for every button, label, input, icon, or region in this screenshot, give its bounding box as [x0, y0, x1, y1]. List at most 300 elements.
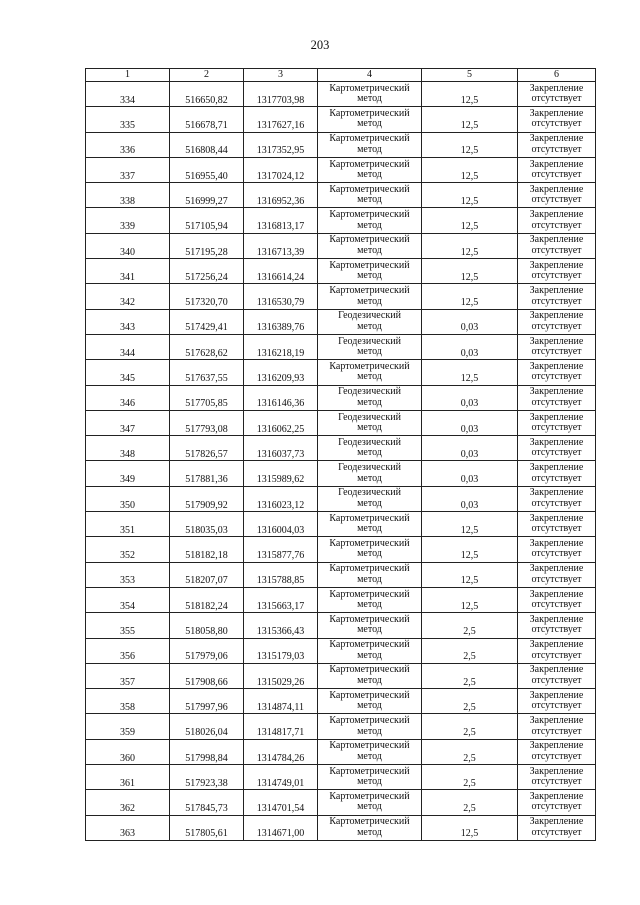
fixation-status: отсутствует	[531, 118, 582, 130]
coordinate-x: 517805,61	[170, 815, 244, 840]
method-name: Геодезический	[338, 386, 401, 398]
method-cell	[318, 613, 422, 638]
method-word: метод	[357, 776, 382, 788]
method-word: метод	[357, 194, 382, 206]
method-name: Картометрический	[329, 639, 410, 651]
method-name: Картометрический	[329, 664, 410, 676]
coordinate-x: 517105,94	[170, 208, 244, 233]
point-number: 353	[86, 562, 170, 587]
fixation-cell	[518, 233, 596, 258]
coordinate-x: 518207,07	[170, 562, 244, 587]
method-cell	[318, 790, 422, 815]
point-number: 340	[86, 233, 170, 258]
coordinate-y: 1314817,71	[244, 714, 318, 739]
point-number: 344	[86, 334, 170, 359]
method-name: Геодезический	[338, 436, 401, 448]
coordinate-x: 517998,84	[170, 739, 244, 764]
accuracy: 12,5	[422, 284, 518, 309]
method-name: Картометрический	[329, 107, 410, 119]
method-cell	[318, 461, 422, 486]
method-cell	[318, 765, 422, 790]
fixation-cell	[518, 309, 596, 334]
coordinate-x: 517637,55	[170, 360, 244, 385]
fixation-cell	[518, 512, 596, 537]
coordinate-x: 516999,27	[170, 183, 244, 208]
coordinate-x: 518058,80	[170, 613, 244, 638]
fixation-status: отсутствует	[531, 573, 582, 585]
fixation-cell	[518, 82, 596, 107]
fixation-label: Закрепление	[529, 234, 584, 246]
method-cell	[318, 208, 422, 233]
fixation-status: отсутствует	[531, 346, 582, 358]
coordinate-y: 1316218,19	[244, 334, 318, 359]
method-name: Картометрический	[329, 537, 410, 549]
fixation-cell	[518, 436, 596, 461]
coordinate-x: 516955,40	[170, 157, 244, 182]
method-word: метод	[357, 700, 382, 712]
method-name: Картометрический	[329, 765, 410, 777]
fixation-cell	[518, 486, 596, 511]
fixation-status: отсутствует	[531, 700, 582, 712]
method-word: метод	[357, 599, 382, 611]
coordinate-y: 1315366,43	[244, 613, 318, 638]
header-row	[86, 69, 596, 82]
point-number: 349	[86, 461, 170, 486]
fixation-label: Закрепление	[529, 386, 584, 398]
table-row	[86, 512, 596, 537]
accuracy: 12,5	[422, 587, 518, 612]
method-word: метод	[357, 118, 382, 130]
fixation-status: отсутствует	[531, 447, 582, 459]
point-number: 342	[86, 284, 170, 309]
coordinate-y: 1315989,62	[244, 461, 318, 486]
coordinate-y: 1314874,11	[244, 689, 318, 714]
coordinate-x: 517429,41	[170, 309, 244, 334]
method-name: Геодезический	[338, 411, 401, 423]
table-row	[86, 765, 596, 790]
method-cell	[318, 284, 422, 309]
method-cell	[318, 107, 422, 132]
method-name: Картометрический	[329, 259, 410, 271]
fixation-cell	[518, 461, 596, 486]
accuracy: 12,5	[422, 360, 518, 385]
point-number: 363	[86, 815, 170, 840]
coordinate-y: 1317024,12	[244, 157, 318, 182]
point-number: 345	[86, 360, 170, 385]
method-name: Картометрический	[329, 158, 410, 170]
method-cell	[318, 385, 422, 410]
method-name: Геодезический	[338, 335, 401, 347]
table-row	[86, 638, 596, 663]
method-cell	[318, 562, 422, 587]
fixation-cell	[518, 613, 596, 638]
method-cell	[318, 512, 422, 537]
point-number: 359	[86, 714, 170, 739]
fixation-label: Закрепление	[529, 487, 584, 499]
accuracy: 0,03	[422, 385, 518, 410]
method-word: метод	[357, 244, 382, 256]
fixation-cell	[518, 410, 596, 435]
accuracy: 0,03	[422, 461, 518, 486]
point-number: 361	[86, 765, 170, 790]
method-name: Картометрический	[329, 285, 410, 297]
fixation-cell	[518, 360, 596, 385]
method-cell	[318, 410, 422, 435]
point-number: 357	[86, 663, 170, 688]
fixation-cell	[518, 208, 596, 233]
table-row	[86, 663, 596, 688]
method-word: метод	[357, 826, 382, 838]
fixation-label: Закрепление	[529, 82, 584, 94]
fixation-status: отсутствует	[531, 801, 582, 813]
table-row	[86, 132, 596, 157]
fixation-label: Закрепление	[529, 689, 584, 701]
fixation-cell	[518, 739, 596, 764]
method-name: Картометрический	[329, 715, 410, 727]
coordinate-y: 1316037,73	[244, 436, 318, 461]
fixation-label: Закрепление	[529, 462, 584, 474]
column-header: 1	[86, 69, 170, 82]
accuracy: 12,5	[422, 259, 518, 284]
point-number: 343	[86, 309, 170, 334]
fixation-label: Закрепление	[529, 107, 584, 119]
column-header: 4	[318, 69, 422, 82]
fixation-label: Закрепление	[529, 133, 584, 145]
fixation-status: отсутствует	[531, 674, 582, 686]
accuracy: 0,03	[422, 309, 518, 334]
coordinate-x: 517826,57	[170, 436, 244, 461]
fixation-label: Закрепление	[529, 335, 584, 347]
point-number: 346	[86, 385, 170, 410]
fixation-label: Закрепление	[529, 664, 584, 676]
method-cell	[318, 233, 422, 258]
coordinate-y: 1315029,26	[244, 663, 318, 688]
coordinate-y: 1316952,36	[244, 183, 318, 208]
method-cell	[318, 157, 422, 182]
coordinate-y: 1315788,85	[244, 562, 318, 587]
accuracy: 12,5	[422, 233, 518, 258]
point-number: 362	[86, 790, 170, 815]
method-cell	[318, 815, 422, 840]
fixation-cell	[518, 259, 596, 284]
point-number: 358	[86, 689, 170, 714]
fixation-cell	[518, 815, 596, 840]
method-cell	[318, 638, 422, 663]
method-name: Картометрический	[329, 790, 410, 802]
table-row	[86, 689, 596, 714]
method-cell	[318, 537, 422, 562]
fixation-status: отсутствует	[531, 371, 582, 383]
accuracy: 12,5	[422, 157, 518, 182]
method-name: Картометрический	[329, 512, 410, 524]
accuracy: 2,5	[422, 663, 518, 688]
coordinate-y: 1316813,17	[244, 208, 318, 233]
fixation-label: Закрепление	[529, 183, 584, 195]
fixation-label: Закрепление	[529, 588, 584, 600]
table-row	[86, 259, 596, 284]
fixation-status: отсутствует	[531, 599, 582, 611]
method-name: Картометрический	[329, 234, 410, 246]
fixation-status: отсутствует	[531, 93, 582, 105]
point-number: 337	[86, 157, 170, 182]
method-name: Картометрический	[329, 209, 410, 221]
fixation-cell	[518, 663, 596, 688]
accuracy: 12,5	[422, 562, 518, 587]
method-word: метод	[357, 93, 382, 105]
fixation-label: Закрепление	[529, 285, 584, 297]
column-header: 6	[518, 69, 596, 82]
method-word: метод	[357, 346, 382, 358]
fixation-label: Закрепление	[529, 537, 584, 549]
method-name: Геодезический	[338, 310, 401, 322]
column-header: 3	[244, 69, 318, 82]
point-number: 336	[86, 132, 170, 157]
table-row	[86, 436, 596, 461]
table-row	[86, 790, 596, 815]
accuracy: 2,5	[422, 739, 518, 764]
method-word: метод	[357, 523, 382, 535]
method-cell	[318, 663, 422, 688]
point-number: 341	[86, 259, 170, 284]
point-number: 355	[86, 613, 170, 638]
fixation-label: Закрепление	[529, 639, 584, 651]
coordinate-y: 1316530,79	[244, 284, 318, 309]
coordinate-x: 518035,03	[170, 512, 244, 537]
fixation-cell	[518, 689, 596, 714]
coordinate-x: 517256,24	[170, 259, 244, 284]
fixation-label: Закрепление	[529, 563, 584, 575]
accuracy: 12,5	[422, 537, 518, 562]
table-row	[86, 613, 596, 638]
coordinate-y: 1316004,03	[244, 512, 318, 537]
table-row	[86, 284, 596, 309]
coordinate-x: 517923,38	[170, 765, 244, 790]
fixation-status: отсутствует	[531, 169, 582, 181]
coordinate-y: 1316209,93	[244, 360, 318, 385]
fixation-status: отсутствует	[531, 396, 582, 408]
coordinate-y: 1316614,24	[244, 259, 318, 284]
point-number: 335	[86, 107, 170, 132]
coordinate-x: 517845,73	[170, 790, 244, 815]
method-name: Картометрический	[329, 183, 410, 195]
coordinate-x: 517195,28	[170, 233, 244, 258]
method-word: метод	[357, 270, 382, 282]
coordinate-y: 1317352,95	[244, 132, 318, 157]
accuracy: 12,5	[422, 208, 518, 233]
method-cell	[318, 739, 422, 764]
point-number: 338	[86, 183, 170, 208]
coordinate-y: 1316062,25	[244, 410, 318, 435]
fixation-cell	[518, 284, 596, 309]
accuracy: 2,5	[422, 689, 518, 714]
fixation-label: Закрепление	[529, 158, 584, 170]
method-word: метод	[357, 447, 382, 459]
fixation-label: Закрепление	[529, 209, 584, 221]
method-cell	[318, 259, 422, 284]
accuracy: 12,5	[422, 815, 518, 840]
coordinate-y: 1314784,26	[244, 739, 318, 764]
fixation-status: отсутствует	[531, 472, 582, 484]
point-number: 350	[86, 486, 170, 511]
method-word: метод	[357, 624, 382, 636]
fixation-cell	[518, 107, 596, 132]
accuracy: 2,5	[422, 638, 518, 663]
coordinate-y: 1315877,76	[244, 537, 318, 562]
method-cell	[318, 334, 422, 359]
coordinate-x: 517997,96	[170, 689, 244, 714]
method-name: Картометрический	[329, 82, 410, 94]
fixation-status: отсутствует	[531, 624, 582, 636]
fixation-status: отсутствует	[531, 244, 582, 256]
fixation-cell	[518, 714, 596, 739]
method-name: Картометрический	[329, 689, 410, 701]
fixation-status: отсутствует	[531, 725, 582, 737]
method-word: метод	[357, 801, 382, 813]
method-word: метод	[357, 169, 382, 181]
table-row	[86, 183, 596, 208]
method-word: метод	[357, 371, 382, 383]
table-row	[86, 461, 596, 486]
coordinate-y: 1316713,39	[244, 233, 318, 258]
method-cell	[318, 183, 422, 208]
method-cell	[318, 587, 422, 612]
method-word: метод	[357, 750, 382, 762]
accuracy: 2,5	[422, 613, 518, 638]
coordinate-x: 517320,70	[170, 284, 244, 309]
accuracy: 0,03	[422, 436, 518, 461]
coordinate-x: 516808,44	[170, 132, 244, 157]
coordinate-y: 1317627,16	[244, 107, 318, 132]
coordinate-x: 516678,71	[170, 107, 244, 132]
method-word: метод	[357, 219, 382, 231]
table-row	[86, 714, 596, 739]
fixation-status: отсутствует	[531, 194, 582, 206]
point-number: 352	[86, 537, 170, 562]
fixation-cell	[518, 537, 596, 562]
method-name: Геодезический	[338, 487, 401, 499]
coordinate-x: 517793,08	[170, 410, 244, 435]
point-number: 334	[86, 82, 170, 107]
accuracy: 12,5	[422, 183, 518, 208]
method-word: метод	[357, 649, 382, 661]
method-word: метод	[357, 725, 382, 737]
coordinate-y: 1316389,76	[244, 309, 318, 334]
fixation-cell	[518, 562, 596, 587]
accuracy: 2,5	[422, 765, 518, 790]
fixation-label: Закрепление	[529, 411, 584, 423]
point-number: 348	[86, 436, 170, 461]
fixation-label: Закрепление	[529, 790, 584, 802]
fixation-cell	[518, 638, 596, 663]
method-name: Картометрический	[329, 613, 410, 625]
coordinate-x: 517908,66	[170, 663, 244, 688]
table-row	[86, 208, 596, 233]
method-cell	[318, 82, 422, 107]
table-row	[86, 233, 596, 258]
fixation-status: отсутствует	[531, 270, 582, 282]
fixation-label: Закрепление	[529, 360, 584, 372]
point-number: 354	[86, 587, 170, 612]
coordinate-x: 517979,06	[170, 638, 244, 663]
table-row	[86, 82, 596, 107]
coordinate-x: 517881,36	[170, 461, 244, 486]
accuracy: 12,5	[422, 82, 518, 107]
fixation-cell	[518, 157, 596, 182]
accuracy: 2,5	[422, 714, 518, 739]
coordinate-y: 1315663,17	[244, 587, 318, 612]
table-row	[86, 410, 596, 435]
method-name: Картометрический	[329, 133, 410, 145]
coordinate-x: 517628,62	[170, 334, 244, 359]
coordinate-y: 1314671,00	[244, 815, 318, 840]
method-cell	[318, 689, 422, 714]
coordinate-y: 1314749,01	[244, 765, 318, 790]
fixation-status: отсутствует	[531, 649, 582, 661]
method-name: Картометрический	[329, 360, 410, 372]
accuracy: 12,5	[422, 107, 518, 132]
fixation-label: Закрепление	[529, 512, 584, 524]
method-word: метод	[357, 143, 382, 155]
method-cell	[318, 714, 422, 739]
point-number: 351	[86, 512, 170, 537]
fixation-status: отсутствует	[531, 548, 582, 560]
method-cell	[318, 360, 422, 385]
table-row	[86, 537, 596, 562]
table-row	[86, 587, 596, 612]
coordinate-x: 518026,04	[170, 714, 244, 739]
method-word: метод	[357, 548, 382, 560]
fixation-label: Закрепление	[529, 740, 584, 752]
method-name: Картометрический	[329, 563, 410, 575]
fixation-status: отсутствует	[531, 750, 582, 762]
coordinate-y: 1315179,03	[244, 638, 318, 663]
fixation-cell	[518, 183, 596, 208]
coordinate-y: 1316146,36	[244, 385, 318, 410]
table-row	[86, 360, 596, 385]
fixation-cell	[518, 790, 596, 815]
accuracy: 12,5	[422, 132, 518, 157]
fixation-cell	[518, 334, 596, 359]
point-number: 339	[86, 208, 170, 233]
method-word: метод	[357, 497, 382, 509]
fixation-cell	[518, 587, 596, 612]
fixation-label: Закрепление	[529, 259, 584, 271]
fixation-status: отсутствует	[531, 422, 582, 433]
fixation-label: Закрепление	[529, 436, 584, 448]
accuracy: 0,03	[422, 486, 518, 511]
method-cell	[318, 486, 422, 511]
method-word: метод	[357, 573, 382, 585]
fixation-label: Закрепление	[529, 715, 584, 727]
column-header: 2	[170, 69, 244, 82]
method-cell	[318, 309, 422, 334]
table-row	[86, 486, 596, 511]
fixation-label: Закрепление	[529, 310, 584, 322]
fixation-status: отсутствует	[531, 143, 582, 155]
fixation-cell	[518, 385, 596, 410]
method-cell	[318, 132, 422, 157]
coordinate-x: 517705,85	[170, 385, 244, 410]
method-name: Картометрический	[329, 740, 410, 752]
method-word: метод	[357, 422, 382, 433]
method-name: Картометрический	[329, 588, 410, 600]
method-name: Картометрический	[329, 816, 410, 828]
coordinate-y: 1316023,12	[244, 486, 318, 511]
point-number: 356	[86, 638, 170, 663]
accuracy: 0,03	[422, 334, 518, 359]
fixation-status: отсутствует	[531, 320, 582, 332]
fixation-status: отсутствует	[531, 523, 582, 535]
